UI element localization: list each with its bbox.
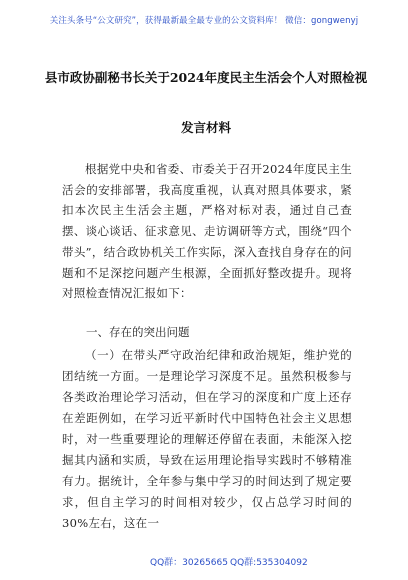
intro-paragraph: 根据党中央和省委、市委关于召开2024年度民主生活会的安排部署，我高度重视，认真对照具体要求，紧扣本次民主生活会主题，严格对标对表，通过自己查摆、谈心谈话、征求意见、走访调研等方式，围绕“四个带头”，结合政协机关工作实际，深入查找自身存在的问题和不足深挖问题产生根源，全面抓好整改提升。现将对照检查情况汇报如下： [62,162,352,301]
footer [0,555,408,575]
section-paragraph: （一）在带头严守政治纪律和政治规矩，维护党的团结统一方面。一是理论学习深度不足。虽然积极参与各类政治理论学习活动，但在学习的深度和广度上还存在差距例如，在学习近平新时代中国特色社会主义思想时，对一些重要理论的理解还停留在表面，未能深入挖掘其内涵和实质，导致在运用理论指导实践时不够精准有力。据统计，全年参与集中学习的时间达到了规定要求，但自主学习的时间相对较少，仅占总学习时间的30%左右，这在一 [62,348,352,530]
section-heading: 一、存在的突出问题 [86,325,190,339]
footer-qq-group-1: QQ群：30265665 [150,558,228,568]
document-title-line2: 发言材料 [180,120,231,135]
footer-qq-group-2: QQ群:535304092 [230,558,308,568]
header-promo-note: 关注头条号“公文研究”，获得最新最全最专业的公文资料库！ 微信：gongwenyj [49,16,359,26]
document-title-line1: 县市政协副秘书长关于2024年度民主生活会个人对照检视 [44,70,368,85]
